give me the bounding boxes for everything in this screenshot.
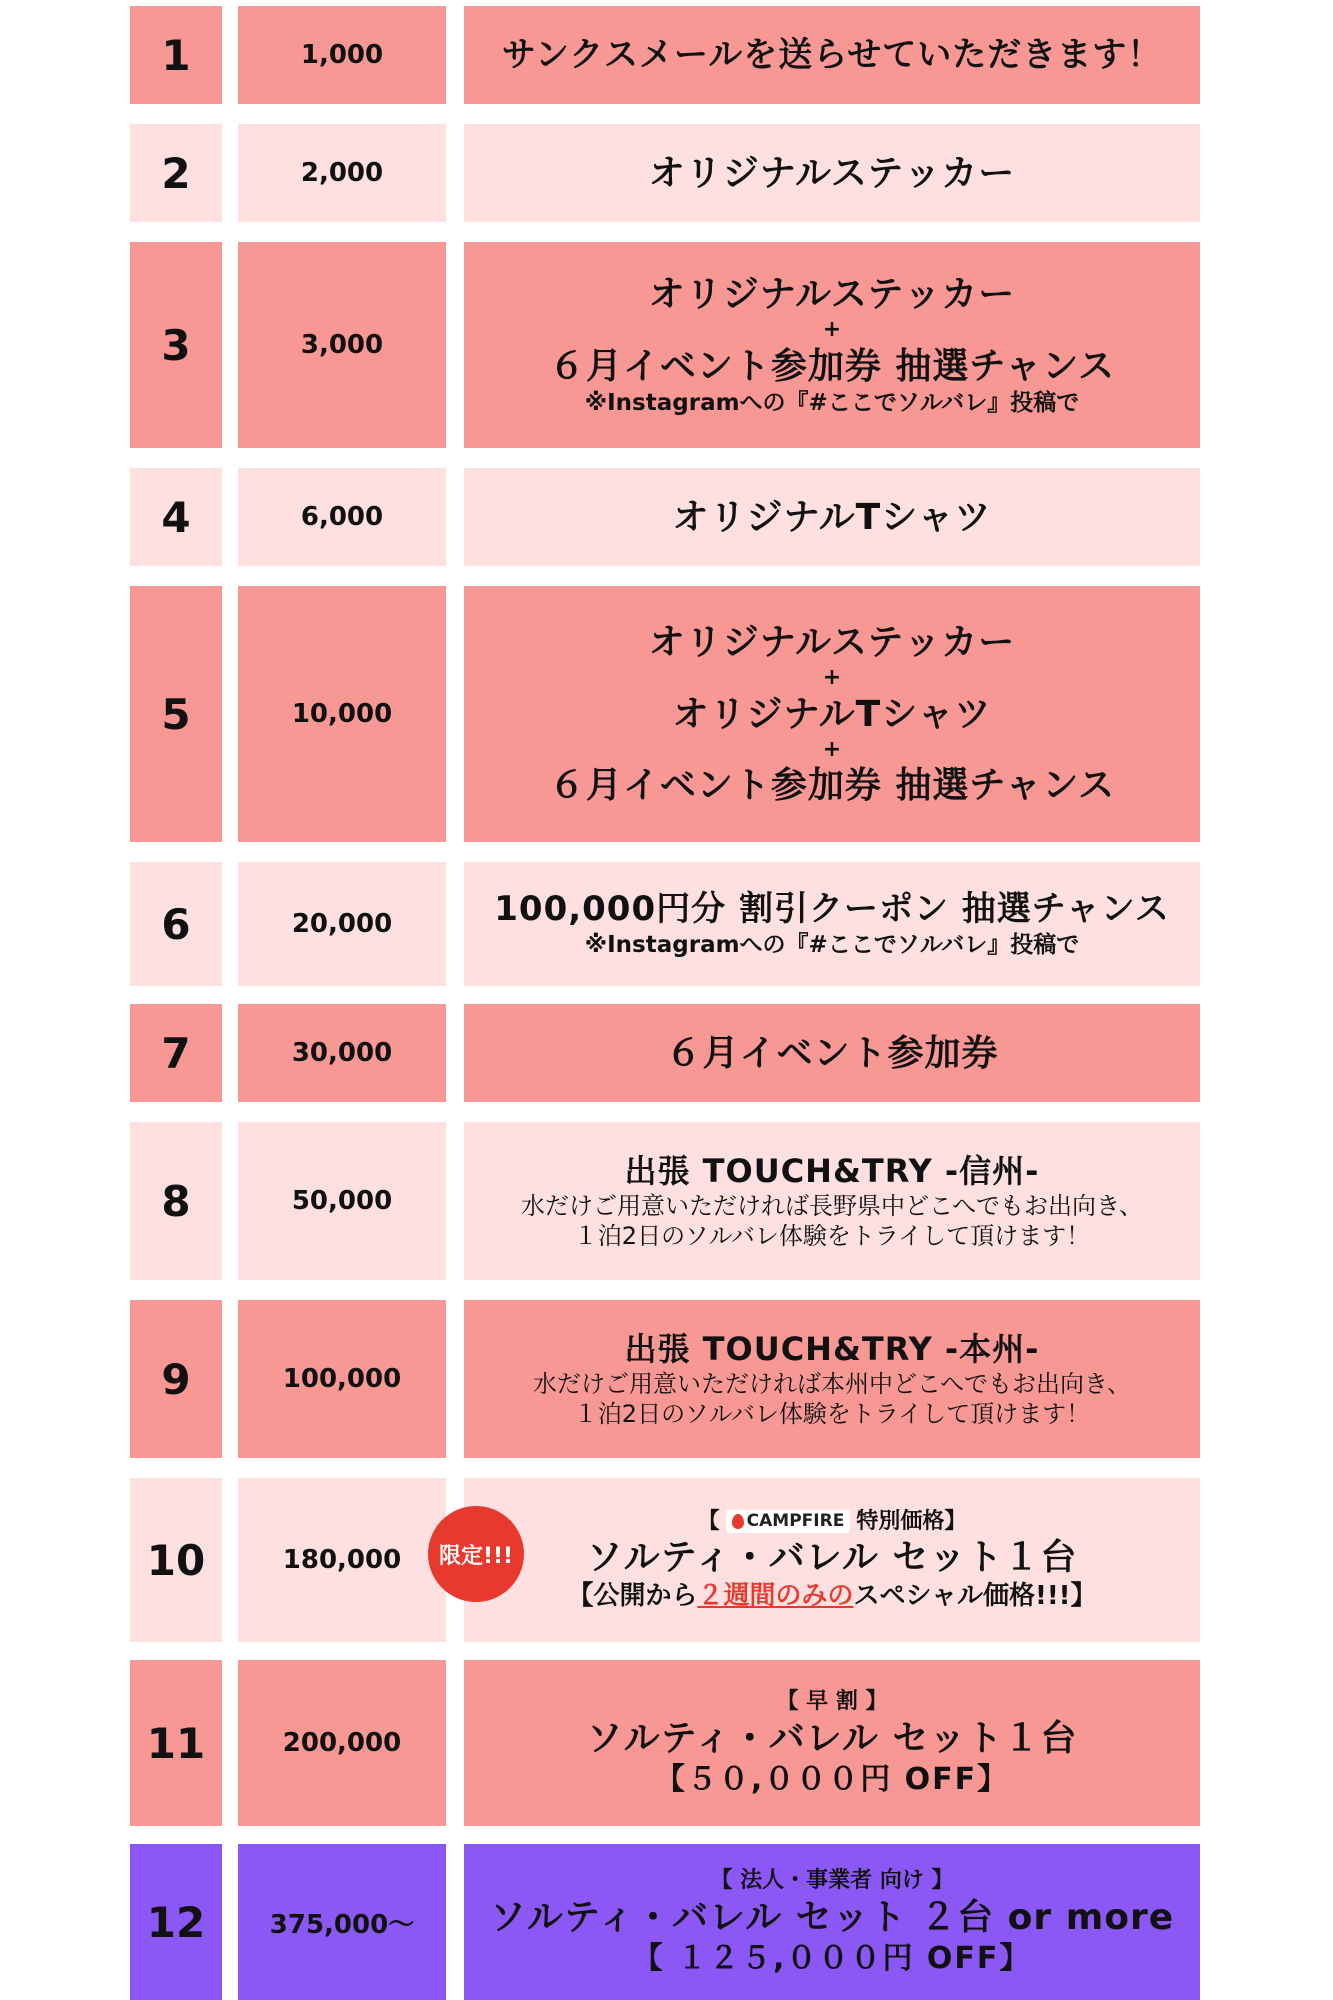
reward-title: ６月イベント参加券 xyxy=(665,1032,999,1074)
bracket-open: 【 xyxy=(697,1508,720,1534)
reward-note: ※Instagramへの『#ここでソルバレ』投稿で xyxy=(584,931,1080,958)
reward-line: オリジナルTシャツ xyxy=(672,693,992,735)
reward-number: 12 xyxy=(130,1844,222,2000)
reward-row-11 xyxy=(0,1660,1333,1826)
tag-text: 特別価格】 xyxy=(856,1508,967,1534)
reward-amount: 2,000 xyxy=(238,124,446,222)
reward-number: 10 xyxy=(130,1478,222,1642)
reward-body-line: １泊2日のソルバレ体験をトライして頂けます！ xyxy=(573,1222,1091,1250)
reward-amount: 375,000〜 xyxy=(238,1844,446,2000)
reward-tag: 【 早 割 】 xyxy=(776,1689,888,1714)
reward-description xyxy=(464,124,1200,222)
limited-badge: 限定!!! xyxy=(428,1506,524,1602)
reward-description xyxy=(464,1122,1200,1280)
highlight-text: ２週間のみの xyxy=(697,1581,854,1611)
reward-description xyxy=(464,1478,1200,1642)
reward-number: 1 xyxy=(130,6,222,104)
campfire-logo-text: CAMPFIRE xyxy=(746,1510,845,1531)
reward-row-12 xyxy=(0,1844,1333,2000)
reward-number: 6 xyxy=(130,862,222,986)
flame-icon xyxy=(732,1514,744,1529)
reward-amount: 10,000 xyxy=(238,586,446,842)
reward-description xyxy=(464,1660,1200,1826)
reward-description xyxy=(464,862,1200,986)
reward-title: オリジナルTシャツ xyxy=(672,496,992,538)
reward-amount: 50,000 xyxy=(238,1122,446,1280)
reward-row-10 xyxy=(0,1478,1333,1642)
reward-amount: 1,000 xyxy=(238,6,446,104)
reward-description xyxy=(464,586,1200,842)
reward-row-3 xyxy=(0,242,1333,448)
reward-description xyxy=(464,1300,1200,1458)
reward-title: 出張 TOUCH&TRY -本州- xyxy=(624,1330,1040,1368)
reward-line: オリジナルステッカー xyxy=(648,274,1016,316)
sub-prefix: 【公開から xyxy=(567,1581,698,1611)
reward-title: 出張 TOUCH&TRY -信州- xyxy=(624,1152,1040,1190)
plus-sign: + xyxy=(822,317,842,343)
reward-description xyxy=(464,468,1200,566)
reward-line: ６月イベント参加券 抽選チャンス xyxy=(548,345,1116,387)
reward-row-4 xyxy=(0,468,1333,566)
reward-subline xyxy=(567,1580,1096,1613)
reward-description xyxy=(464,1844,1200,2000)
reward-number: 7 xyxy=(130,1004,222,1102)
reward-number: 5 xyxy=(130,586,222,842)
reward-row-5 xyxy=(0,586,1333,842)
discount-text: 【 １２５,０００円 OFF】 xyxy=(632,1940,1032,1976)
campfire-logo xyxy=(726,1510,851,1533)
reward-body-line: 水だけご用意いただければ長野県中どこへでもお出向き、 xyxy=(520,1192,1144,1220)
reward-title: ソルティ・バレル セット１台 xyxy=(586,1717,1078,1759)
discount-text: 【５０,０００円 OFF】 xyxy=(654,1761,1010,1797)
reward-body-line: １泊2日のソルバレ体験をトライして頂けます！ xyxy=(573,1400,1091,1428)
reward-description xyxy=(464,242,1200,448)
reward-number: 3 xyxy=(130,242,222,448)
reward-row-2 xyxy=(0,124,1333,222)
reward-row-8 xyxy=(0,1122,1333,1280)
reward-number: 8 xyxy=(130,1122,222,1280)
sub-suffix: スペシャル価格!!!】 xyxy=(853,1581,1097,1611)
reward-amount: 3,000 xyxy=(238,242,446,448)
reward-body-line: 水だけご用意いただければ本州中どこへでもお出向き、 xyxy=(532,1370,1132,1398)
reward-description xyxy=(464,6,1200,104)
reward-row-6 xyxy=(0,862,1333,986)
reward-line: オリジナルステッカー xyxy=(648,622,1016,664)
reward-number: 11 xyxy=(130,1660,222,1826)
reward-amount: 6,000 xyxy=(238,468,446,566)
reward-title: ソルティ・バレル セット ２台 or more xyxy=(489,1896,1175,1938)
reward-amount: 30,000 xyxy=(238,1004,446,1102)
reward-row-7 xyxy=(0,1004,1333,1102)
plus-sign: + xyxy=(822,736,842,762)
reward-amount: 180,000 xyxy=(238,1478,446,1642)
reward-amount: 100,000 xyxy=(238,1300,446,1458)
reward-title: ソルティ・バレル セット１台 xyxy=(586,1537,1078,1578)
reward-title: オリジナルステッカー xyxy=(648,152,1016,194)
reward-tag: 【 法人・事業者 向け 】 xyxy=(710,1868,954,1893)
reward-note: ※Instagramへの『#ここでソルバレ』投稿で xyxy=(584,389,1080,416)
campfire-price-tag xyxy=(698,1508,967,1536)
reward-number: 9 xyxy=(130,1300,222,1458)
reward-title: サンクスメールを送らせていただきます！ xyxy=(501,34,1163,75)
reward-line: ６月イベント参加券 抽選チャンス xyxy=(548,764,1116,806)
reward-number: 2 xyxy=(130,124,222,222)
plus-sign: + xyxy=(822,665,842,691)
reward-description xyxy=(464,1004,1200,1102)
reward-number: 4 xyxy=(130,468,222,566)
reward-row-1 xyxy=(0,6,1333,104)
reward-amount: 200,000 xyxy=(238,1660,446,1826)
reward-title: 100,000円分 割引クーポン 抽選チャンス xyxy=(494,889,1170,930)
reward-amount: 20,000 xyxy=(238,862,446,986)
reward-row-9 xyxy=(0,1300,1333,1458)
